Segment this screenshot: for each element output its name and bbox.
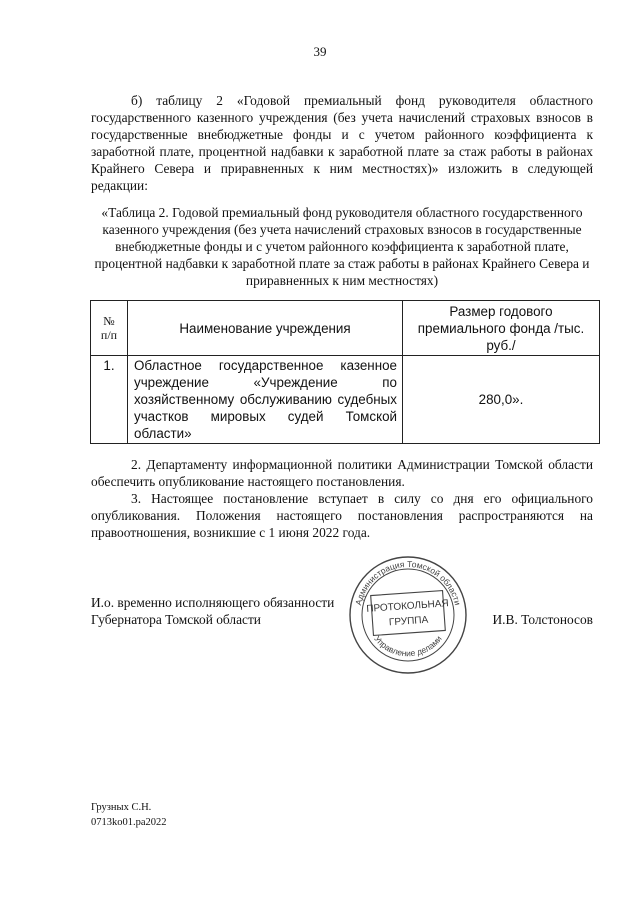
footer-author: Грузных С.Н. bbox=[91, 802, 152, 813]
official-stamp bbox=[346, 553, 470, 677]
footer-file-code: 0713ko01.pa2022 bbox=[91, 817, 167, 828]
row-num: 1. bbox=[91, 356, 128, 444]
stamp-center-line1: ПРОТОКОЛЬНАЯ bbox=[366, 598, 450, 615]
table-caption: «Таблица 2. Годовой премиальный фонд руководителя областного государственного казенного учреждения (без учета начислений страховых взносов в государственные внебюджетные фонды и с учетом районного коэффициента к заработной плате, процентной надбавки к заработной плате за стаж работы в районах Крайнего Севера и приравненных к ним местностях) bbox=[94, 205, 590, 288]
stamp-ring-text: Администрация Томской области bbox=[353, 558, 463, 607]
signatory-title bbox=[91, 594, 334, 628]
signatory-title-line2: Губернатора Томской области bbox=[91, 612, 261, 627]
signatory-title-line1: И.о. временно исполняющего обязанности bbox=[91, 595, 335, 610]
signatory-name: И.В. Толстоносов bbox=[492, 612, 593, 627]
header-num-sign: № bbox=[103, 314, 115, 328]
table-header-row bbox=[91, 301, 600, 356]
paragraph-2: 2. Департаменту информационной политики Администрации Томской области обеспечить опубликование настоящего постановления. bbox=[91, 457, 593, 489]
page-number: 39 bbox=[313, 44, 327, 59]
intro-paragraph: б) таблицу 2 «Годовой премиальный фонд руководителя областного государственного казенного учреждения (без учета начислений страховых взносов в государственные внебюджетные фонды и с учетом районного коэффициента к заработной плате, процентной надбавки к заработной плате за стаж работы в районах Крайнего Севера и приравненных к ним местностях)» изложить в следующей редакции: bbox=[91, 93, 593, 193]
paragraph-3: 3. Настоящее постановление вступает в силу со дня его официального опубликования. Положения настоящего постановления распространяются на правоотношения, возникшие с 1 июня 2022 года. bbox=[91, 491, 593, 540]
premium-fund-table bbox=[90, 300, 600, 444]
header-fund: Размер годового премиального фонда /тыс. руб./ bbox=[403, 301, 600, 356]
header-num bbox=[91, 301, 128, 356]
table-row bbox=[91, 356, 600, 444]
document-footer bbox=[91, 800, 167, 830]
header-num-abbr: п/п bbox=[100, 328, 118, 342]
row-institution-name: Областное государственное казенное учреждение «Учреждение по хозяйственному обслуживанию судебных участков мировых судей Томской области» bbox=[128, 356, 403, 444]
row-fund-amount: 280,0». bbox=[403, 356, 600, 444]
header-name: Наименование учреждения bbox=[128, 301, 403, 356]
stamp-bottom-text: Управление делами bbox=[372, 633, 444, 659]
svg-text:Управление делами bbox=[372, 634, 444, 659]
stamp-center-line2: ГРУППА bbox=[388, 614, 429, 629]
